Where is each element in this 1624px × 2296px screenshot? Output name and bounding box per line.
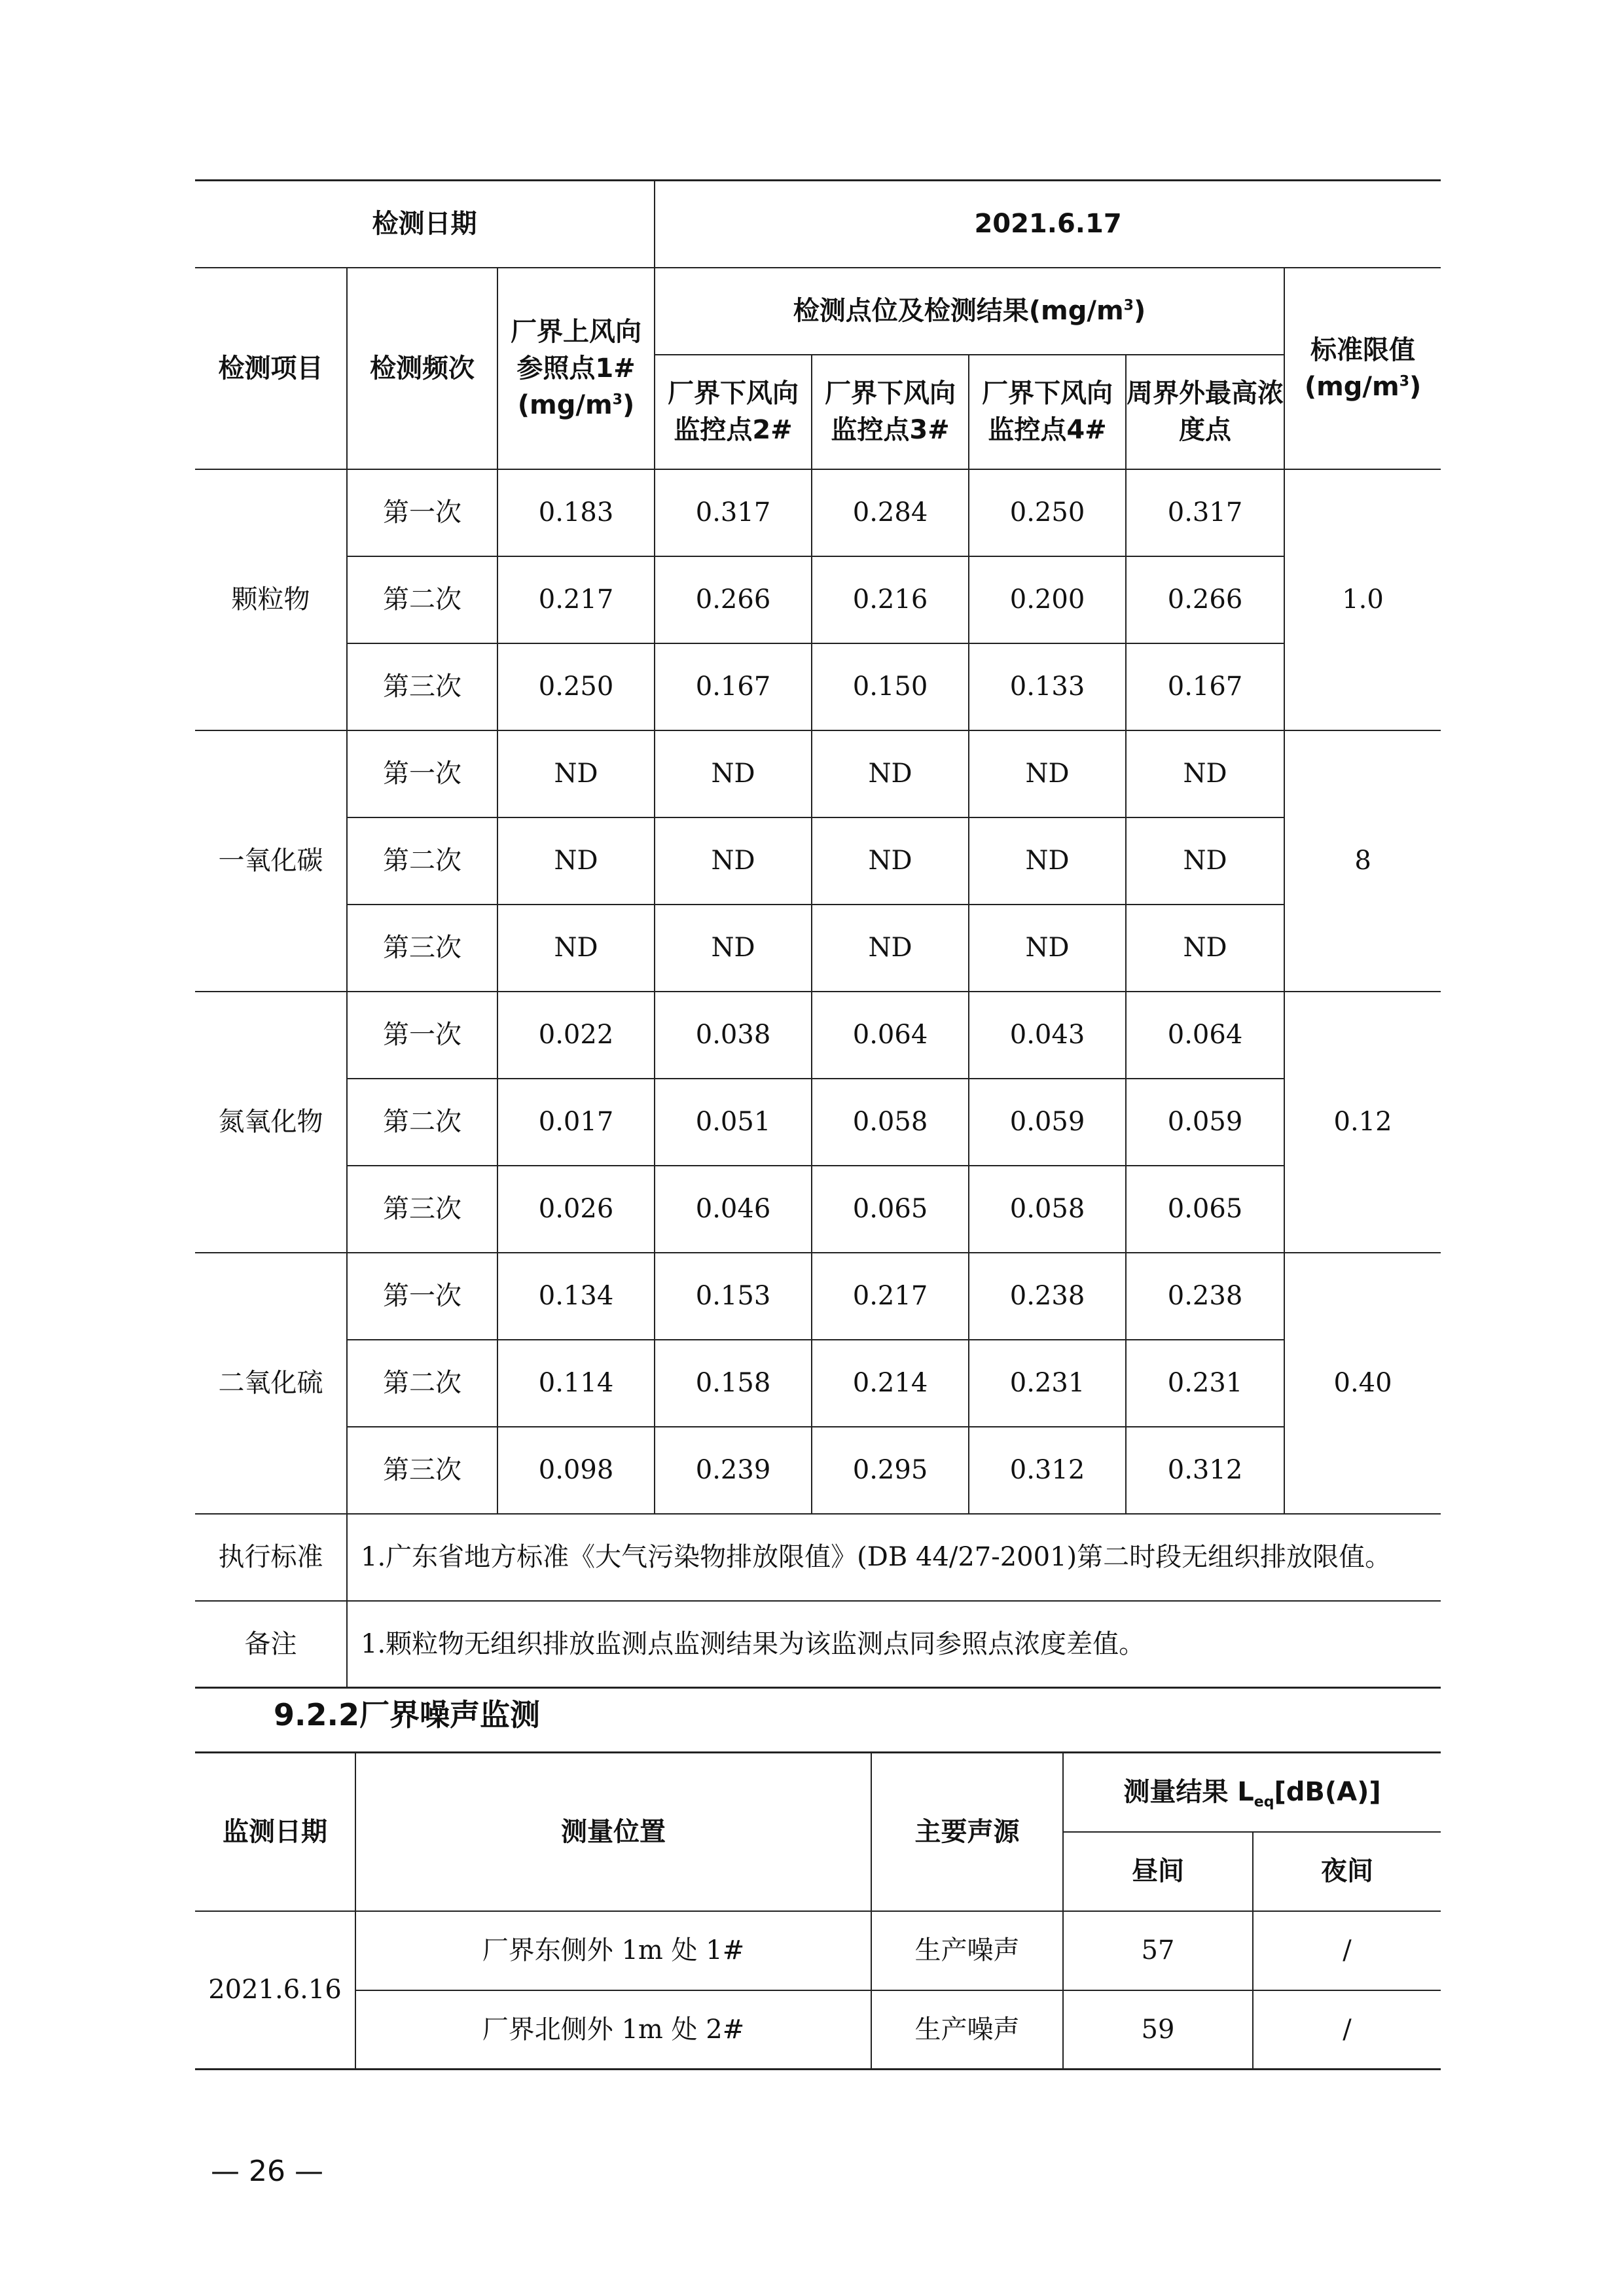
frequency-cell: 第二次 xyxy=(347,1340,497,1427)
value-cell: 0.158 xyxy=(655,1340,812,1427)
value-cell: 0.167 xyxy=(1126,643,1284,730)
value-cell: ND xyxy=(969,817,1126,905)
value-cell: ND xyxy=(812,817,969,905)
value-cell: 0.167 xyxy=(655,643,812,730)
day-value-cell: 59 xyxy=(1063,1990,1253,2070)
value-cell: 0.231 xyxy=(969,1340,1126,1427)
col-header-source: 主要声源 xyxy=(871,1753,1063,1911)
col-header-point-4: 厂界下风向监控点4# xyxy=(969,355,1126,469)
value-cell: 0.284 xyxy=(812,469,969,556)
value-cell: 0.114 xyxy=(497,1340,655,1427)
value-cell: 0.266 xyxy=(1126,556,1284,643)
col-header-item: 检测项目 xyxy=(195,268,347,469)
col-header-location: 测量位置 xyxy=(355,1753,871,1911)
pollutant-name: 颗粒物 xyxy=(195,469,347,730)
value-cell: 0.134 xyxy=(497,1253,655,1340)
value-cell: ND xyxy=(655,817,812,905)
value-cell: 0.317 xyxy=(1126,469,1284,556)
frequency-cell: 第一次 xyxy=(347,469,497,556)
value-cell: 0.250 xyxy=(969,469,1126,556)
frequency-cell: 第二次 xyxy=(347,1079,497,1166)
value-cell: 0.312 xyxy=(1126,1427,1284,1514)
value-cell: ND xyxy=(1126,817,1284,905)
value-cell: 0.051 xyxy=(655,1079,812,1166)
col-header-night: 夜间 xyxy=(1253,1832,1441,1911)
value-cell: 0.183 xyxy=(497,469,655,556)
value-cell: ND xyxy=(1126,730,1284,817)
value-cell: 0.217 xyxy=(497,556,655,643)
frequency-cell: 第三次 xyxy=(347,1166,497,1253)
value-cell: 0.239 xyxy=(655,1427,812,1514)
pollutant-name: 氮氧化物 xyxy=(195,992,347,1253)
col-header-points-group: 检测点位及检测结果$(mg/m^3)$ xyxy=(655,268,1284,355)
value-cell: 0.317 xyxy=(655,469,812,556)
value-cell: 0.238 xyxy=(1126,1253,1284,1340)
col-header-day: 昼间 xyxy=(1063,1832,1253,1911)
value-cell: 0.064 xyxy=(812,992,969,1079)
night-value-cell: / xyxy=(1253,1911,1441,1990)
value-cell: 0.058 xyxy=(969,1166,1126,1253)
col-header-reference-point: 厂界上风向参照点$1\#(mg/m^3)$ xyxy=(497,268,655,469)
limit-cell: 8 xyxy=(1284,730,1441,992)
value-cell: ND xyxy=(497,817,655,905)
page-number: — 26 — xyxy=(211,2155,323,2188)
limit-cell: 1.0 xyxy=(1284,469,1441,730)
value-cell: 0.250 xyxy=(497,643,655,730)
value-cell: 0.038 xyxy=(655,992,812,1079)
col-header-point-3: 厂界下风向监控点3# xyxy=(812,355,969,469)
standard-text: 1.广东省地方标准《大气污染物排放限值》(DB 44/27-2001)第二时段无组织排放限值。 xyxy=(347,1514,1441,1601)
value-cell: 0.217 xyxy=(812,1253,969,1340)
value-cell: 0.043 xyxy=(969,992,1126,1079)
value-cell: 0.059 xyxy=(1126,1079,1284,1166)
section-heading: 9.2.2厂界噪声监测 xyxy=(274,1697,540,1732)
value-cell: 0.065 xyxy=(1126,1166,1284,1253)
date-label: 检测日期 xyxy=(195,181,655,268)
source-cell: 生产噪声 xyxy=(871,1990,1063,2070)
frequency-cell: 第三次 xyxy=(347,905,497,992)
value-cell: ND xyxy=(969,905,1126,992)
col-header-limit: 标准限值 $(mg/m^3)$ xyxy=(1284,268,1441,469)
source-cell: 生产噪声 xyxy=(871,1911,1063,1990)
noise-monitoring-table xyxy=(195,1751,1441,2070)
value-cell: 0.017 xyxy=(497,1079,655,1166)
value-cell: 0.266 xyxy=(655,556,812,643)
value-cell: ND xyxy=(812,730,969,817)
location-cell: 厂界北侧外 1m 处 2# xyxy=(355,1990,871,2070)
value-cell: ND xyxy=(1126,905,1284,992)
value-cell: 0.065 xyxy=(812,1166,969,1253)
frequency-cell: 第二次 xyxy=(347,556,497,643)
standard-label: 执行标准 xyxy=(195,1514,347,1601)
value-cell: ND xyxy=(812,905,969,992)
value-cell: 0.200 xyxy=(969,556,1126,643)
col-header-max-point: 周界外最高浓度点 xyxy=(1126,355,1284,469)
value-cell: 0.058 xyxy=(812,1079,969,1166)
frequency-cell: 第一次 xyxy=(347,992,497,1079)
value-cell: 0.022 xyxy=(497,992,655,1079)
value-cell: 0.059 xyxy=(969,1079,1126,1166)
frequency-cell: 第三次 xyxy=(347,1427,497,1514)
value-cell: 0.150 xyxy=(812,643,969,730)
col-header-point-2: 厂界下风向监控点2# xyxy=(655,355,812,469)
air-monitoring-table xyxy=(195,179,1441,1689)
value-cell: 0.098 xyxy=(497,1427,655,1514)
value-cell: 0.231 xyxy=(1126,1340,1284,1427)
value-cell: ND xyxy=(497,905,655,992)
night-value-cell: / xyxy=(1253,1990,1441,2070)
note-label: 备注 xyxy=(195,1601,347,1688)
frequency-cell: 第三次 xyxy=(347,643,497,730)
date-value: 2021.6.17 xyxy=(655,181,1441,268)
limit-cell: 0.40 xyxy=(1284,1253,1441,1514)
day-value-cell: 57 xyxy=(1063,1911,1253,1990)
value-cell: 0.295 xyxy=(812,1427,969,1514)
value-cell: ND xyxy=(655,730,812,817)
value-cell: 0.238 xyxy=(969,1253,1126,1340)
frequency-cell: 第二次 xyxy=(347,817,497,905)
value-cell: 0.153 xyxy=(655,1253,812,1340)
value-cell: 0.312 xyxy=(969,1427,1126,1514)
col-header-result: 测量结果 $L_{eq}[dB(A)]$ xyxy=(1063,1753,1441,1832)
value-cell: 0.216 xyxy=(812,556,969,643)
value-cell: ND xyxy=(497,730,655,817)
frequency-cell: 第一次 xyxy=(347,730,497,817)
value-cell: ND xyxy=(969,730,1126,817)
pollutant-name: 一氧化碳 xyxy=(195,730,347,992)
value-cell: ND xyxy=(655,905,812,992)
value-cell: 0.064 xyxy=(1126,992,1284,1079)
pollutant-name: 二氧化硫 xyxy=(195,1253,347,1514)
value-cell: 0.026 xyxy=(497,1166,655,1253)
value-cell: 0.214 xyxy=(812,1340,969,1427)
note-text: 1.颗粒物无组织排放监测点监测结果为该监测点同参照点浓度差值。 xyxy=(347,1601,1441,1688)
location-cell: 厂界东侧外 1m 处 1# xyxy=(355,1911,871,1990)
value-cell: 0.046 xyxy=(655,1166,812,1253)
col-header-frequency: 检测频次 xyxy=(347,268,497,469)
frequency-cell: 第一次 xyxy=(347,1253,497,1340)
noise-date-cell: 2021.6.16 xyxy=(195,1911,355,2070)
col-header-date: 监测日期 xyxy=(195,1753,355,1911)
value-cell: 0.133 xyxy=(969,643,1126,730)
limit-cell: 0.12 xyxy=(1284,992,1441,1253)
